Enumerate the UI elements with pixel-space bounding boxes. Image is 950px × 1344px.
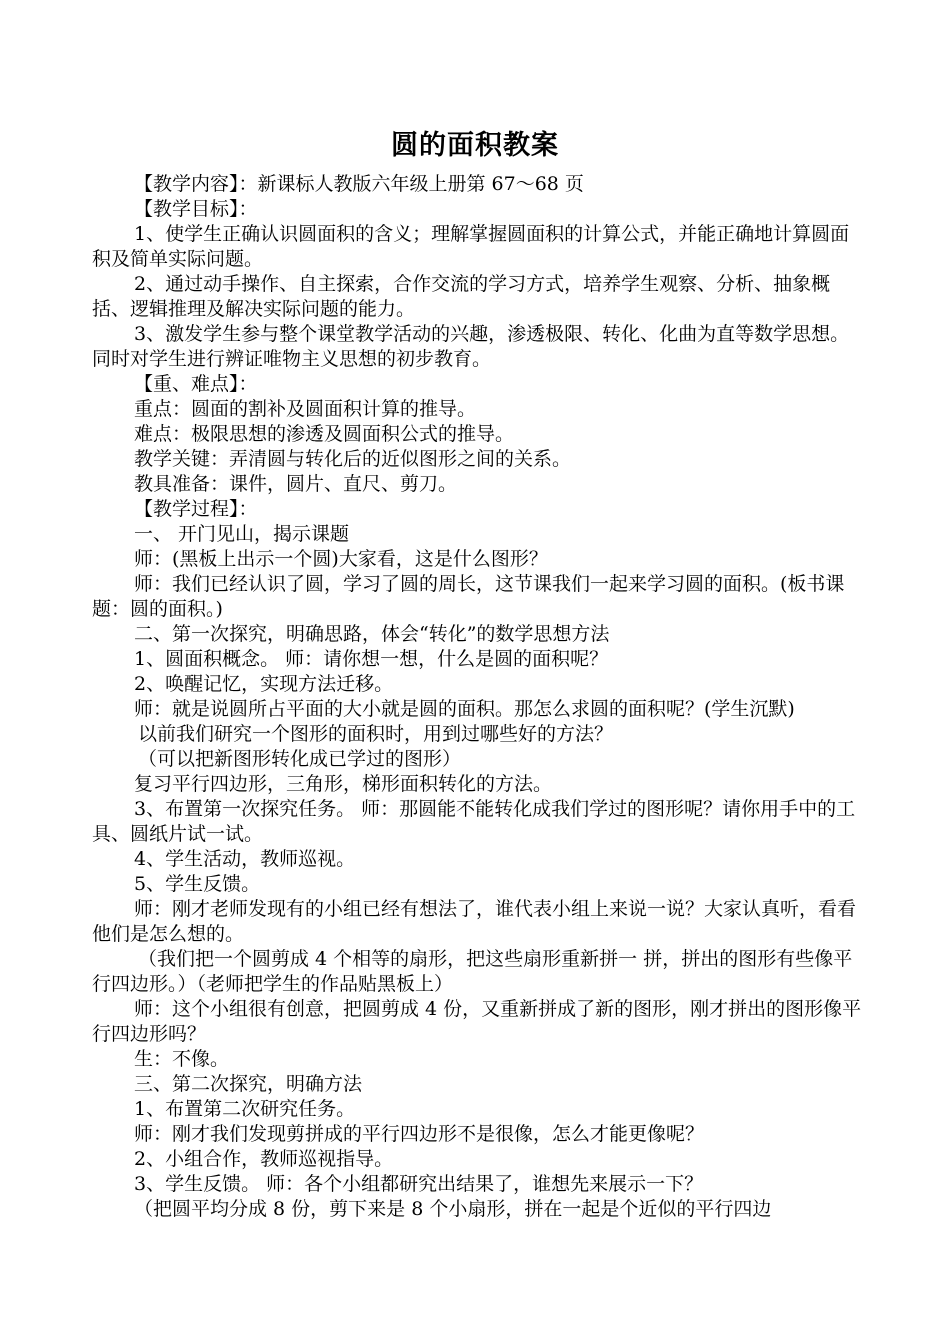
paragraph-key-point: 重点：圆面的割补及圆面积计算的推导。	[134, 398, 477, 420]
paragraph-teaching-goals-heading: 【教学目标】：	[134, 198, 258, 220]
paragraph-student-feedback-1: 5、学生反馈。	[134, 873, 261, 895]
paragraph-goal-2: 2、通过动手操作、自主探索，合作交流的学习方式，培养学生观察、分析、抽象概括、逻辑推理及解决实际问题的能力。	[92, 273, 831, 320]
paragraph-recall: 2、唤醒记忆，实现方法迁移。	[134, 673, 394, 695]
paragraph-second-task: 1、布置第二次研究任务。	[134, 1098, 356, 1120]
page-title: 圆的面积教案	[391, 130, 559, 161]
paragraph-student-activity: 4、学生活动，教师巡视。	[134, 848, 356, 870]
paragraph-student-answer-1: （可以把新图形转化成已学过的图形）	[138, 748, 462, 770]
paragraph-section-1: 一、 开门见山，揭示课题	[134, 523, 350, 545]
paragraph-section-3: 三、第二次探究，明确方法	[134, 1073, 363, 1095]
paragraph-previous-methods: 以前我们研究一个图形的面积时，用到过哪些好的方法？	[138, 723, 614, 745]
paragraph-student-answer-3: （把圆平均分成 8 份，剪下来是 8 个小扇形，拼在一起是个近似的平行四边	[134, 1198, 772, 1220]
paragraph-section-2: 二、第一次探究，明确思路，体会“转化”的数学思想方法	[134, 623, 610, 645]
paragraph-difficult-point: 难点：极限思想的渗透及圆面积公式的推导。	[134, 423, 515, 445]
paragraph-teaching-content: 【教学内容】：新课标人教版六年级上册第 67～68 页	[134, 173, 584, 195]
paragraph-student-answer-2: （我们把一个圆剪成 4 个相等的扇形，把这些扇形重新拼一 拼，拼出的图形有些像平行四边形。）（老师把学生的作品贴黑板上）	[92, 948, 853, 995]
paragraph-key-points-heading: 【重、难点】：	[134, 373, 258, 395]
paragraph-student-reply: 生：不像。	[134, 1048, 230, 1070]
paragraph-teacher-5: 师：这个小组很有创意，把圆剪成 4 份，又重新拼成了新的图形，刚才拼出的图形像平行四边形吗？	[92, 998, 862, 1045]
paragraph-teaching-key: 教学关键：弄清圆与转化后的近似图形之间的关系。	[134, 448, 572, 470]
paragraph-teacher-1: 师：(黑板上出示一个圆)大家看，这是什么图形？	[134, 548, 548, 570]
paragraph-teacher-3: 师：就是说圆所占平面的大小就是圆的面积。那怎么求圆的面积呢？(学生沉默)	[134, 698, 795, 720]
paragraph-first-task: 3、布置第一次探究任务。 师：那圆能不能转化成我们学过的图形呢？请你用手中的工具、圆纸片试一试。	[92, 798, 856, 845]
document-body	[92, 172, 862, 1222]
paragraph-student-feedback-2: 3、学生反馈。 师：各个小组都研究出结果了，谁想先来展示一下？	[134, 1173, 704, 1195]
paragraph-teacher-4: 师：刚才老师发现有的小组已经有想法了，谁代表小组上来说一说？大家认真听，看看他们是怎么想的。	[92, 898, 857, 945]
paragraph-group-work: 2、小组合作，教师巡视指导。	[134, 1148, 394, 1170]
paragraph-teaching-aids: 教具准备：课件，圆片、直尺、剪刀。	[134, 473, 458, 495]
paragraph-area-concept: 1、圆面积概念。 师：请你想一想，什么是圆的面积呢？	[134, 648, 609, 670]
paragraph-goal-1: 1、使学生正确认识圆面积的含义；理解掌握圆面积的计算公式，并能正确地计算圆面积及简单实际问题。	[92, 223, 850, 270]
paragraph-process-heading: 【教学过程】：	[134, 498, 258, 520]
paragraph-review: 复习平行四边形，三角形，梯形面积转化的方法。	[134, 773, 553, 795]
paragraph-teacher-2: 师：我们已经认识了圆，学习了圆的周长，这节课我们一起来学习圆的面积。(板书课题：圆的面积。)	[92, 573, 845, 620]
paragraph-goal-3: 3、激发学生参与整个课堂教学活动的兴趣，渗透极限、转化、化曲为直等数学思想。同时对学生进行辨证唯物主义思想的初步教育。	[92, 323, 850, 370]
paragraph-teacher-6: 师：刚才我们发现剪拼成的平行四边形不是很像，怎么才能更像呢？	[134, 1123, 705, 1145]
